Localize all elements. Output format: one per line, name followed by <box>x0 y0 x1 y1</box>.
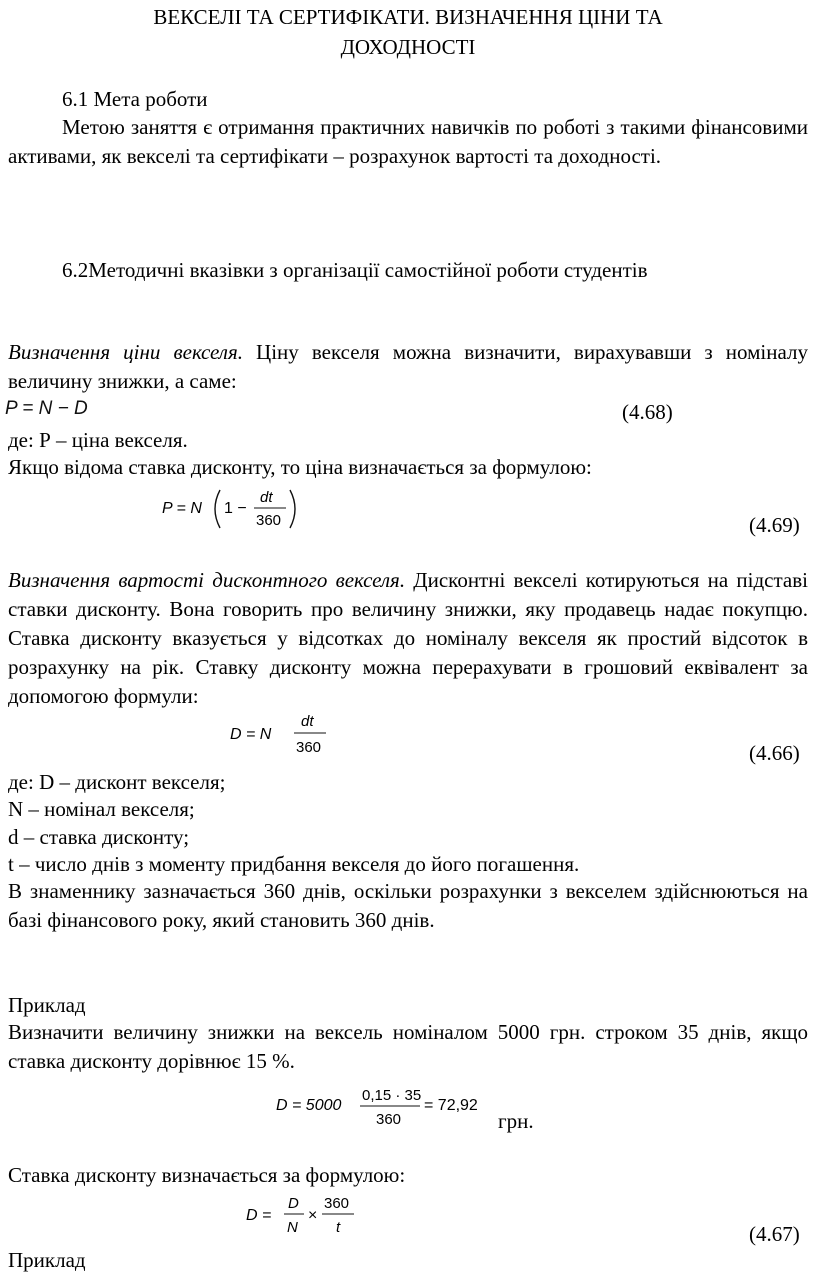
formula-4-68: P = N − D <box>5 398 88 419</box>
document-title-line1: ВЕКСЕЛІ ТА СЕРТИФІКАТИ. ВИЗНАЧЕННЯ ЦІНИ ТА <box>153 5 663 29</box>
equation-label-4-68: (4.68) <box>622 400 673 424</box>
formula-4-67 <box>244 1190 374 1240</box>
discount-term: Визначення вартості дисконтного векселя. <box>8 568 406 592</box>
example-formula-num: 0,15 · 35 <box>362 1087 422 1104</box>
discount-paragraph <box>8 566 808 711</box>
formula-4-67-num1: D <box>288 1195 299 1212</box>
if-known-line: Якщо відома ставка дисконту, то ціна визначається за формулою: <box>8 455 592 479</box>
formula-4-66 <box>228 708 338 760</box>
price-term: Визначення ціни векселя. <box>8 340 243 364</box>
left-paren <box>215 490 220 528</box>
example-formula <box>272 1084 497 1132</box>
formula-4-66-den: 360 <box>296 739 322 756</box>
formula-4-69-one: 1 − <box>224 500 247 517</box>
example-2-heading: Приклад <box>8 1248 86 1272</box>
formula-4-66-num: dt <box>301 713 314 730</box>
section-6-1-heading: 6.1 Мета роботи <box>62 87 208 111</box>
def-d-line: d – ставка дисконту; <box>8 825 190 849</box>
def-n-line: N – номінал векселя; <box>8 797 195 821</box>
def-t-line: t – число днів з моменту придбання векселя до його погашення. <box>8 852 580 876</box>
example-1-text: Визначити величину знижки на вексель номіналом 5000 грн. строком 35 днів, якщо ставка дисконту дорівнює 15 %. <box>8 1020 808 1073</box>
example-formula-rhs: = 72,92 <box>424 1097 478 1114</box>
formula-4-67-den1: N <box>287 1219 298 1236</box>
formula-4-69-den: 360 <box>256 512 282 529</box>
price-text: Ціну векселя можна визначити, вирахувавши з номіналу величину знижки, а саме: <box>8 340 808 393</box>
formula-4-66-lhs: D = N <box>230 726 272 743</box>
formula-4-69-graphic <box>160 482 310 538</box>
equation-label-4-69: (4.69) <box>749 513 800 537</box>
formula-4-67-lhs: D = <box>246 1207 272 1224</box>
formula-4-69 <box>160 482 310 538</box>
section-6-2-heading: 6.2Методичні вказівки з організації самостійної роботи студентів <box>62 258 648 282</box>
equation-label-4-66: (4.66) <box>749 741 800 765</box>
example-formula-graphic <box>272 1084 497 1132</box>
formula-4-67-times: × <box>308 1207 318 1224</box>
formula-4-67-den2: t <box>336 1219 341 1236</box>
formula-4-69-lhs: P = N <box>162 500 202 517</box>
formula-4-67-graphic <box>244 1190 374 1240</box>
discount-text: Дисконтні векселі котируються на підставі ставки дисконту. Вона говорить про величину знижки, яку продавець надає покупцю. Ставка дисконту вказується у відсотках до номіналу векселя як простий відсоток в розрахунку на рік. Ставку дисконту можна перерахувати в грошовий еквівалент за допомогою формули: <box>8 568 808 708</box>
where-d-line: де: D – дисконт векселя; <box>8 770 226 794</box>
example-1-heading: Приклад <box>8 993 86 1017</box>
document-title-line2: ДОХОДНОСТІ <box>340 35 476 59</box>
example-formula-den: 360 <box>376 1111 402 1128</box>
formula-4-69-num: dt <box>260 489 273 506</box>
equation-label-4-67: (4.67) <box>749 1222 800 1246</box>
currency-label: грн. <box>498 1109 534 1133</box>
where-p-line: де: Р – ціна векселя. <box>8 428 188 452</box>
rate-formula-intro: Ставка дисконту визначається за формулою: <box>8 1163 406 1187</box>
section-6-1-text: Метою заняття є отримання практичних навичків по роботі з такими фінансовими активами, як векселі та сертифікати – розрахунок вартості та доходності. <box>8 115 808 168</box>
price-paragraph <box>8 338 808 396</box>
right-paren <box>290 490 295 528</box>
section-6-1-body <box>8 113 808 171</box>
example-formula-lhs: D = 5000 <box>276 1097 342 1114</box>
formula-4-66-graphic <box>228 708 338 760</box>
formula-4-67-num2: 360 <box>324 1195 350 1212</box>
denominator-note: В знаменнику зазначається 360 днів, оскільки розрахунки з векселем здійснюються на базі фінансового року, який становить 360 днів. <box>8 879 808 932</box>
